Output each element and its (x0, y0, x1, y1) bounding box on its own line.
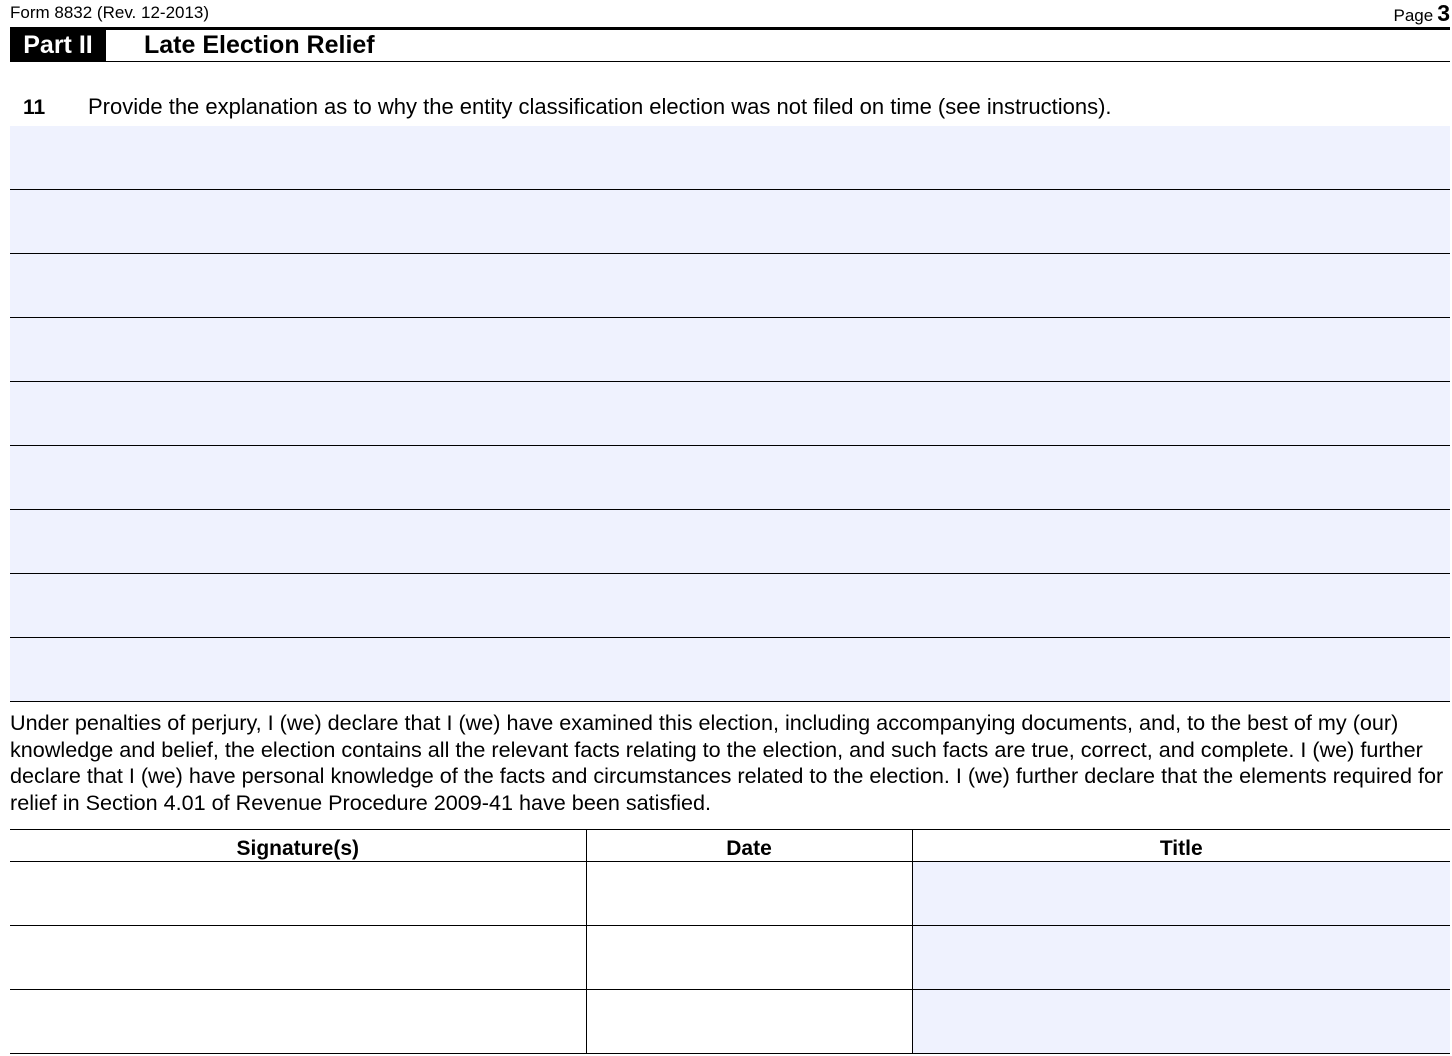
explanation-line[interactable] (10, 446, 1450, 510)
signature-column-header: Signature(s) (10, 830, 586, 862)
signature-row (10, 926, 1450, 990)
explanation-field[interactable] (10, 126, 1450, 702)
part-tag: Part II (10, 30, 106, 61)
signature-row (10, 862, 1450, 926)
explanation-line[interactable] (10, 382, 1450, 446)
signature-row (10, 990, 1450, 1054)
signature-cell[interactable] (10, 990, 586, 1054)
part-title: Late Election Relief (144, 31, 375, 59)
line-11-label: Provide the explanation as to why the entity classification election was not filed on time (see instructions). (88, 94, 1112, 119)
signature-cell[interactable] (10, 926, 586, 990)
date-cell[interactable] (586, 990, 912, 1054)
explanation-line[interactable] (10, 318, 1450, 382)
explanation-line[interactable] (10, 638, 1450, 702)
page-label: Page (1393, 6, 1434, 25)
form-id: Form 8832 (Rev. 12-2013) (10, 3, 210, 22)
page-indicator (1394, 0, 1451, 27)
date-cell[interactable] (586, 862, 912, 926)
page-number: 3 (1437, 0, 1450, 26)
title-field[interactable] (912, 990, 1450, 1054)
perjury-declaration: Under penalties of perjury, I (we) declare that I (we) have examined this election, including accompanying documents, and, to the best of my (our) knowledge and belief, the election contains all the relevant facts relating to the election, and such facts are true, correct, and complete. I (we) further declare that I (we) have personal knowledge of the facts and circumstances related to the election. I (we) further declare that the elements required for relief in Section 4.01 of Revenue Procedure 2009-41 have been satisfied. (10, 710, 1444, 815)
signature-cell[interactable] (10, 862, 586, 926)
date-cell[interactable] (586, 926, 912, 990)
date-column-header: Date (586, 830, 912, 862)
explanation-line[interactable] (10, 254, 1450, 318)
part-heading (10, 30, 1450, 62)
signature-table-header (10, 830, 1450, 862)
line-11-number: 11 (23, 96, 46, 119)
page-header (10, 0, 1450, 30)
explanation-line[interactable] (10, 574, 1450, 638)
explanation-line[interactable] (10, 510, 1450, 574)
title-field[interactable] (912, 926, 1450, 990)
explanation-line[interactable] (10, 190, 1450, 254)
explanation-line[interactable] (10, 126, 1450, 190)
title-field[interactable] (912, 862, 1450, 926)
title-column-header: Title (912, 830, 1450, 862)
signature-table (10, 829, 1450, 1054)
